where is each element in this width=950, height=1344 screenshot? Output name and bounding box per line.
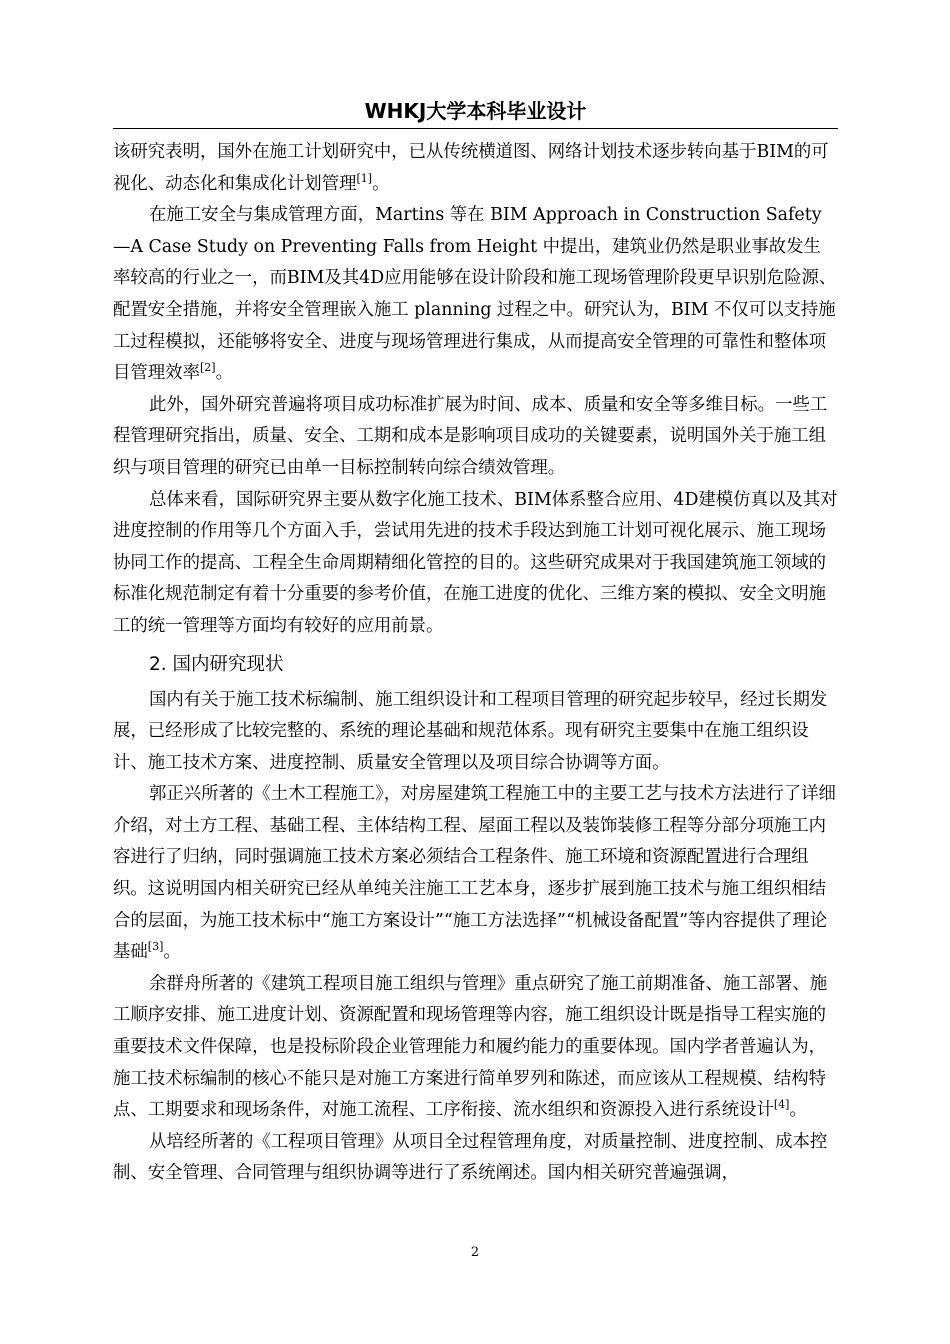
- header-divider: [113, 128, 838, 129]
- paragraph-5: [113, 685, 838, 780]
- paragraph-4-text: 总体来看，国际研究界主要从数字化施工技术、BIM体系整合应用、4D建模仿真以及其对进度控制的作用等几个方面入手，尝试用先进的技术手段达到施工计划可视化展示、施工现场协同工作的提高、工程全生命周期精细化管控的目的。这些研究成果对于我国建筑施工领域的标准化规范制定有着十分重要的参考价值，在施工进度的优化、三维方案的模拟、安全文明施工的统一管理等方面均有较好的应用前景。: [113, 489, 838, 636]
- paragraph-6-tail: 。: [163, 942, 181, 963]
- paragraph-3-text: 此外，国外研究普遍将项目成功标准扩展为时间、成本、质量和安全等多维目标。一些工程管理研究指出，质量、安全、工期和成本是影响项目成功的关键要素，说明国外关于施工组织与项目管理的研究已由单一目标控制转向综合绩效管理。: [113, 394, 828, 478]
- paragraph-4: [113, 485, 838, 643]
- citation-3: [3]: [147, 940, 164, 954]
- section-heading: 2. 国内研究现状: [149, 653, 284, 675]
- paragraph-3: [113, 390, 838, 485]
- paragraph-7-text: 余群舟所著的《建筑工程项目施工组织与管理》重点研究了施工前期准备、施工部署、施工顺序安排、施工进度计划、资源配置和现场管理等内容，施工组织设计既是指导工程实施的重要技术文件保障，也是投标阶段企业管理能力和履约能力的重要体现。国内学者普遍认为，施工技术标编制的核心不能只是对施工方案进行简单罗列和陈述，而应该从工程规模、结构特点、工期要求和现场条件，对施工流程、工序衔接、流水组织和资源投入进行系统设计: [113, 973, 828, 1121]
- paragraph-7-tail: 。: [789, 1100, 807, 1121]
- paragraph-2: [113, 200, 838, 390]
- page-number: 2: [470, 1245, 480, 1260]
- paragraph-2-tail: 。: [215, 363, 233, 384]
- citation-2: [2]: [199, 361, 216, 375]
- paragraph-7: [113, 969, 838, 1127]
- citation-1: [1]: [356, 171, 373, 185]
- paragraph-5-text: 国内有关于施工技术标编制、施工组织设计和工程项目管理的研究起步较早，经过长期发展，已经形成了比较完整的、系统的理论基础和规范体系。现有研究主要集中在施工组织设计、施工技术方案、进度控制、质量安全管理以及项目综合协调等方面。: [113, 689, 828, 773]
- paragraph-1-tail: 。: [372, 173, 390, 194]
- paragraph-2-text: 在施工安全与集成管理方面，Martins 等在 BIM Approach in Construction Safety—A Case Study on Preventing Falls from Height 中提出，建筑业仍然是职业事故发生率较高的行业之一，而BIM及其4D应用能够在设计阶段和施工现场管理阶段更早识别危险源、配置安全措施，并将安全管理嵌入施工 planning 过程之中。研究认为，BIM 不仅可以支持施工过程模拟，还能够将安全、进度与现场管理进行集成，从而提高安全管理的可靠性和整体项目管理效率: [113, 205, 837, 384]
- paragraph-1: [113, 137, 838, 200]
- paragraph-6: [113, 779, 838, 969]
- paragraph-8: [113, 1127, 838, 1190]
- page-header: WHKJ大学本科毕业设计: [364, 99, 587, 123]
- citation-4: [4]: [773, 1098, 790, 1112]
- paragraph-6-text: 郭正兴所著的《土木工程施工》，对房屋建筑工程施工中的主要工艺与技术方法进行了详细介绍，对土方工程、基础工程、主体结构工程、屋面工程以及装饰装修工程等分部分项施工内容进行了归纳，同时强调施工技术方案必须结合工程条件、施工环境和资源配置进行合理组织。这说明国内相关研究已经从单纯关注施工工艺本身，逐步扩展到施工技术与施工组织相结合的层面，为施工技术标中“施工方案设计”“施工方法选择”“机械设备配置”等内容提供了理论基础: [113, 784, 836, 963]
- document-body: [113, 137, 838, 1190]
- paragraph-1-text: 该研究表明，国外在施工计划研究中，已从传统横道图、网络计划技术逐步转向基于BIM的可视化、动态化和集成化计划管理: [113, 142, 829, 194]
- paragraph-8-text: 从培经所著的《工程项目管理》从项目全过程管理角度，对质量控制、进度控制、成本控制、安全管理、合同管理与组织协调等进行了系统阐述。国内相关研究普遍强调，: [113, 1131, 828, 1184]
